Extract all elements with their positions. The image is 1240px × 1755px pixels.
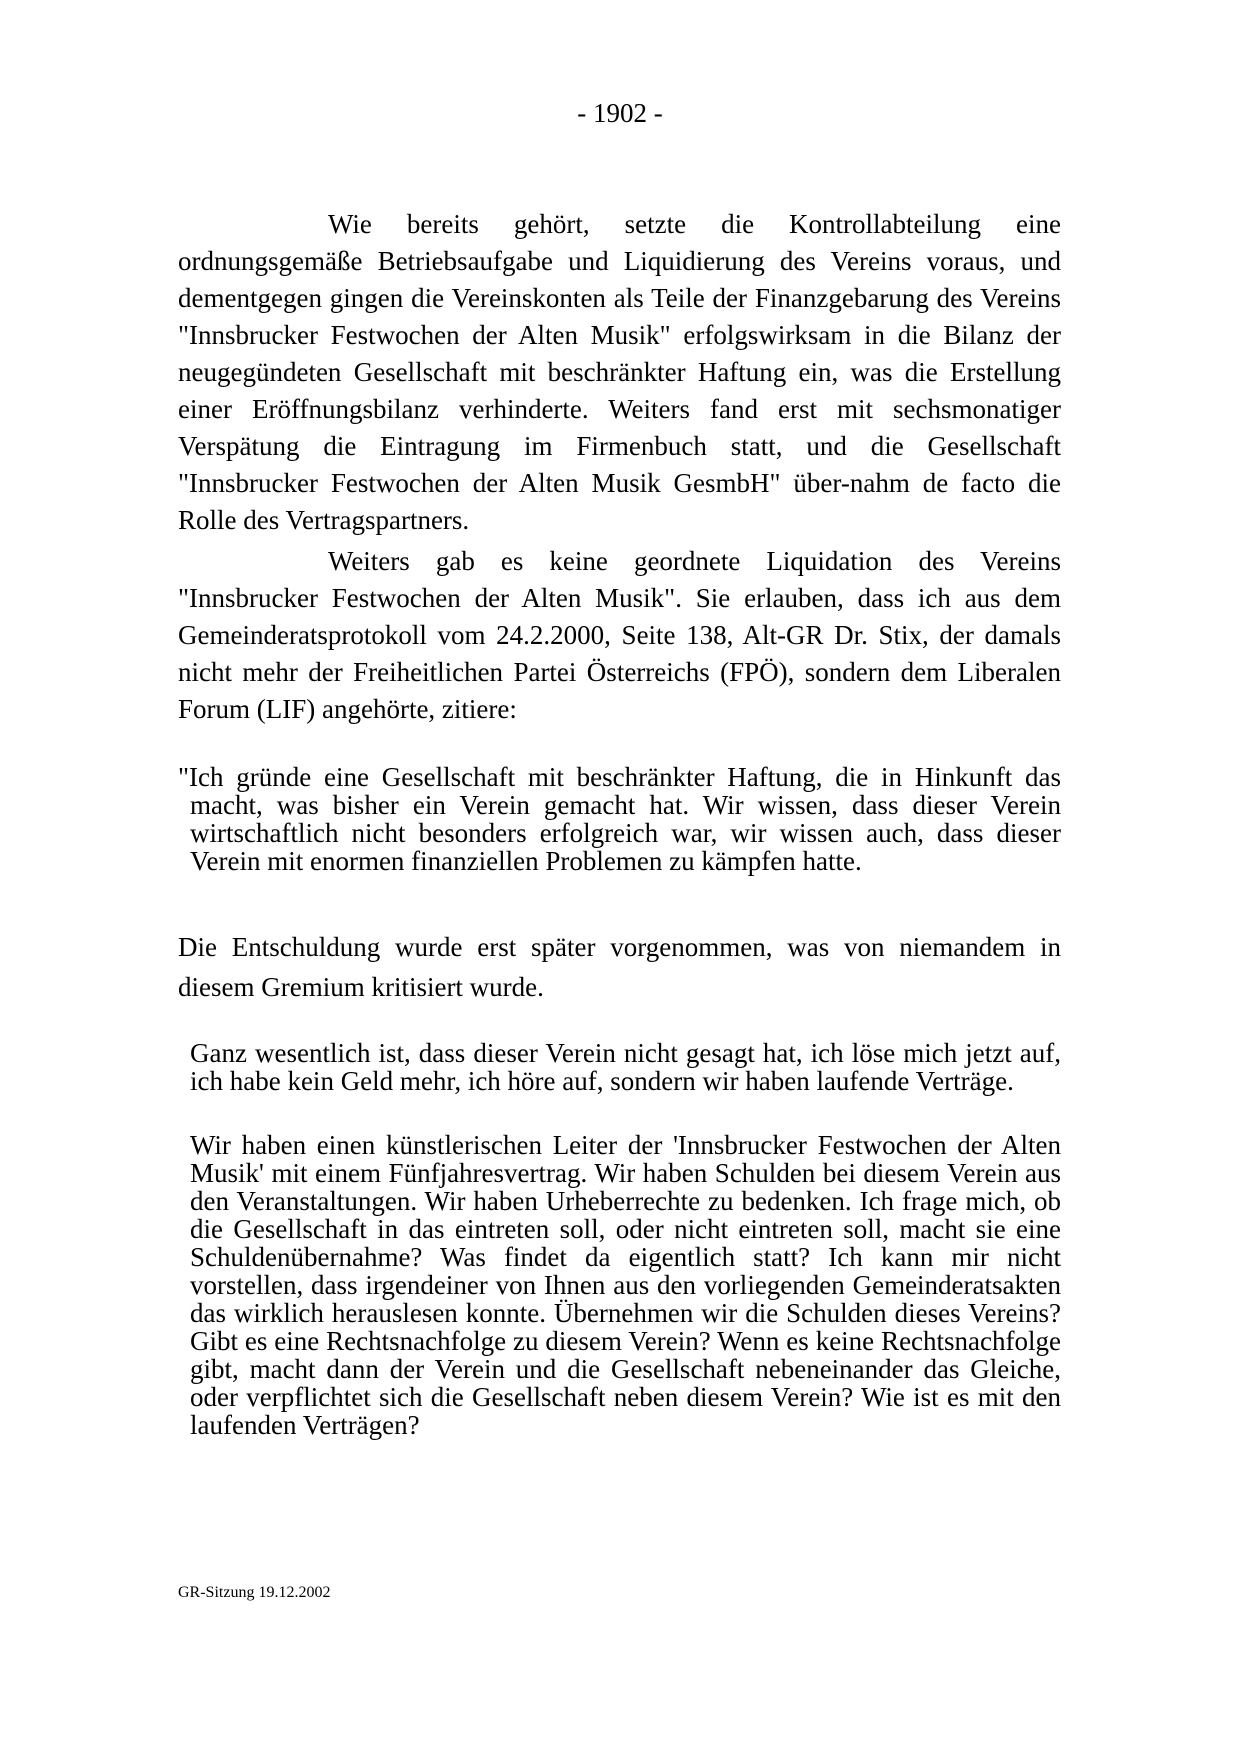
page-number: - 1902 - <box>577 98 663 128</box>
paragraph-debt-relief: Die Entschuldung wurde erst später vorgenommen, was von niemandem in diesem Gremium kritisiert wurde. <box>178 932 1061 1002</box>
quote-running-contracts: Ganz wesentlich ist, dass dieser Verein nicht gesagt hat, ich löse mich jetzt auf, ich habe kein Geld mehr, ich höre auf, sondern wir haben laufende Verträge. <box>190 1038 1061 1096</box>
paragraph-control-department: Wie bereits gehört, setzte die Kontrollabteilung eine ordnungsgemäße Betriebsaufgabe und Liquidierung des Vereins voraus, und dementgegen gingen die Vereinskonten als Teile der Finanzgebarung des Vereins "Innsbrucker Festwochen der Alten Musik" erfolgswirksam in die Bilanz der neugegündeten Gesellschaft mit beschränkter Haftung ein, was die Erstellung einer Eröffnungsbilanz verhinderte. Weiters fand erst mit sechsmonatiger Verspätung die Eintragung im Firmenbuch statt, und die Gesellschaft "Innsbrucker Festwochen der Alten Musik GesmbH" über-nahm de facto die Rolle des Vertragspartners. <box>178 209 1061 535</box>
quote-artistic-director: Wir haben einen künstlerischen Leiter der 'Innsbrucker Festwochen der Alten Musik' mit einem Fünfjahresvertrag. Wir haben Schulden bei diesem Verein aus den Veranstaltungen. Wir haben Urheberrechte zu bedenken. Ich frage mich, ob die Gesellschaft in das eintreten soll, oder nicht eintreten soll, macht sie eine Schuldenübernahme? Was findet da eigentlich statt? Ich kann mir nicht vorstellen, dass irgendeiner von Ihnen aus den vorliegenden Gemeinderatsakten das wirklich herauslesen konnte. Übernehmen wir die Schulden dieses Vereins? Gibt es eine Rechtsnachfolge zu diesem Verein? Wenn es keine Rechtsnachfolge gibt, macht dann der Verein und die Gesellschaft nebeneinander das Gleiche, oder verpflichtet sich die Gesellschaft neben diesem Verein? Wie ist es mit den laufenden Verträgen? <box>190 1130 1061 1440</box>
quote-gesmbh-founding <box>178 763 1061 875</box>
footer-session-date: GR-Sitzung 19.12.2002 <box>178 1584 331 1601</box>
paragraph-no-liquidation: Weiters gab es keine geordnete Liquidation des Vereins "Innsbrucker Festwochen der Alten Musik". Sie erlauben, dass ich aus dem Gemeinderatsprotokoll vom 24.2.2000, Seite 138, Alt-GR Dr. Stix, der damals nicht mehr der Freiheitlichen Partei Österreichs (FPÖ), sondern dem Liberalen Forum (LIF) angehörte, zitiere: <box>178 546 1061 724</box>
quote-text: Ich gründe eine Gesellschaft mit beschränkter Haftung, die in Hinkunft das macht, was bisher ein Verein gemacht hat. Wir wissen, dass dieser Verein wirtschaftlich nicht besonders erfolgreich war, wir wissen auch, dass dieser Verein mit enormen finanziellen Problemen zu kämpfen hatte. <box>189 762 1061 876</box>
quote-open-mark: " <box>178 762 190 792</box>
